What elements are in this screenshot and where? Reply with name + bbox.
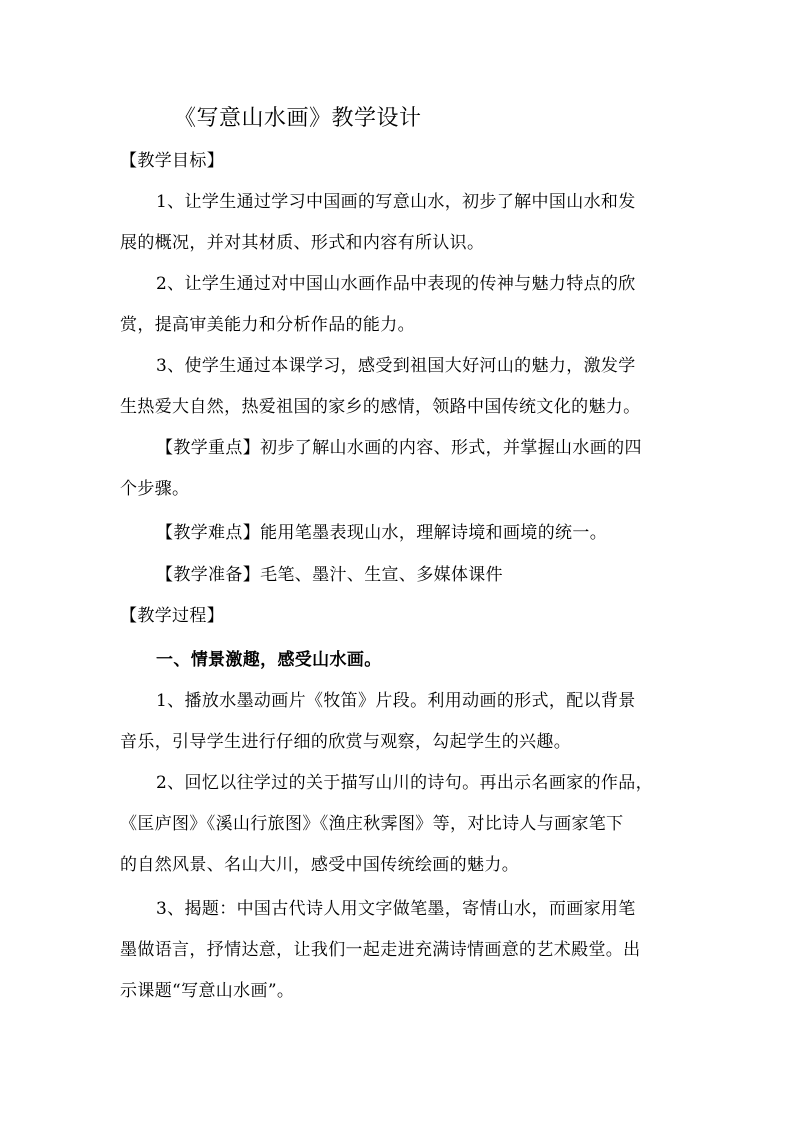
step-2-line-2: 《匡庐图》《溪山行旅图》《渔庄秋霁图》等，对比诗人与画家笔下 xyxy=(120,814,624,834)
section-1-heading: 一、情景激趣，感受山水画。 xyxy=(156,650,382,670)
step-3-line-2: 墨做语言，抒情达意，让我们一起走进充满诗情画意的艺术殿堂。出 xyxy=(120,940,641,960)
step-3-line-3: 示课题“写意山水画”。 xyxy=(120,981,295,1001)
objectives-heading: 【教学目标】 xyxy=(120,151,225,171)
objective-2-line-2: 赏，提高审美能力和分析作品的能力。 xyxy=(120,315,415,335)
step-2-line-3: 的自然风景、名山大川，感受中国传统绘画的魅力。 xyxy=(120,855,520,875)
objective-3-line-1: 3、使学生通过本课学习，感受到祖国大好河山的魅力，激发学 xyxy=(156,356,636,376)
objective-1-line-2: 展的概况，并对其材质、形式和内容有所认识。 xyxy=(120,233,485,253)
preparation-line: 【教学准备】毛笔、墨汁、生宣、多媒体课件 xyxy=(156,565,503,585)
step-1-line-2: 音乐，引导学生进行仔细的欣赏与观察，勾起学生的兴趣。 xyxy=(120,732,572,752)
objective-2-line-1: 2、让学生通过对中国山水画作品中表现的传神与魅力特点的欣 xyxy=(156,274,636,294)
key-points-line-2: 个步骤。 xyxy=(120,479,190,499)
step-1-line-1: 1、播放水墨动画片《牧笛》片段。利用动画的形式，配以背景 xyxy=(156,691,636,711)
step-2-line-1: 2、回忆以往学过的关于描写山川的诗句。再出示名画家的作品， xyxy=(156,773,653,793)
objective-3-line-2: 生热爱大自然，热爱祖国的家乡的感情，领路中国传统文化的魅力。 xyxy=(120,397,641,417)
document-title: 《写意山水画》教学设计 xyxy=(174,106,422,131)
process-heading: 【教学过程】 xyxy=(120,606,225,626)
objective-1-line-1: 1、让学生通过学习中国画的写意山水，初步了解中国山水和发 xyxy=(156,192,636,212)
difficulties-line: 【教学难点】能用笔墨表现山水，理解诗境和画境的统一。 xyxy=(156,523,608,543)
step-3-line-1: 3、揭题：中国古代诗人用文字做笔墨，寄情山水，而画家用笔 xyxy=(156,899,636,919)
key-points-line-1: 【教学重点】初步了解山水画的内容、形式，并掌握山水画的四 xyxy=(156,438,642,458)
